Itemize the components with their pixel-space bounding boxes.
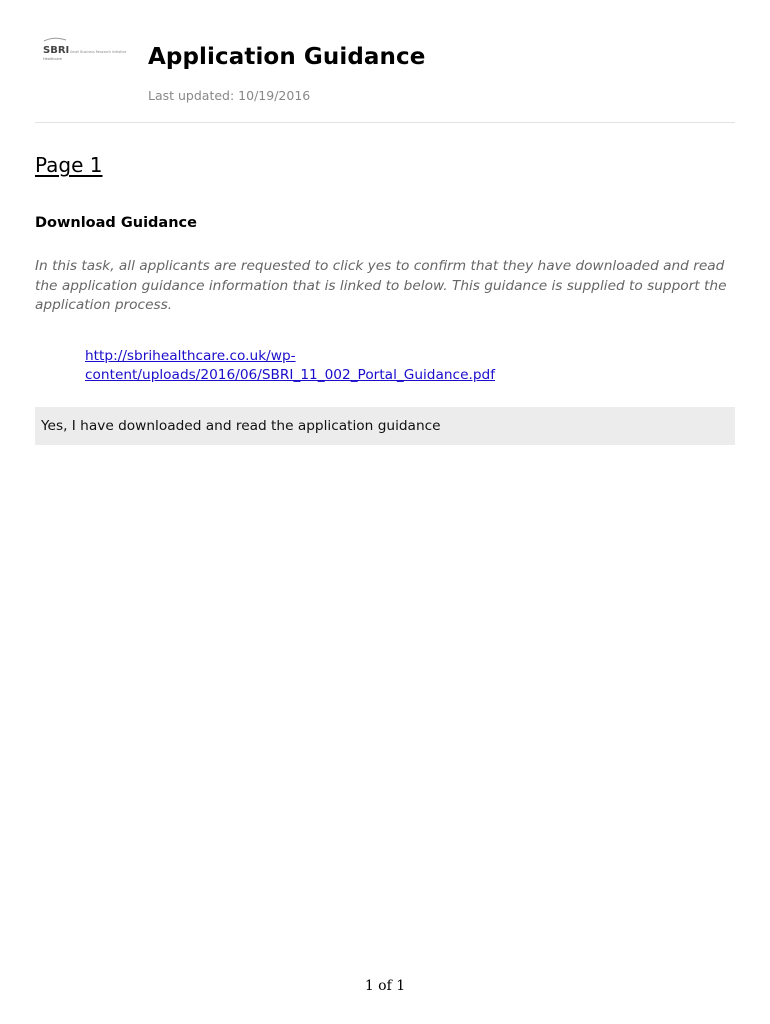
intro-text: In this task, all applicants are requested to click yes to confirm that they have downloaded and read the application guidance information that is linked to below. This guidance is supplied to support the application process.: [35, 258, 727, 313]
last-updated: Last updated: 10/19/2016: [148, 88, 311, 103]
page-title: Application Guidance: [148, 44, 426, 70]
svg-text:SBRI: SBRI: [43, 45, 70, 56]
answer-box: Yes, I have downloaded and read the application guidance: [35, 407, 735, 445]
guidance-link-container: [85, 347, 545, 385]
page-header: [35, 36, 735, 123]
section-title: Download Guidance: [35, 215, 197, 231]
guidance-link-line-1: http://sbrihealthcare.co.uk/wp-: [85, 348, 296, 364]
guidance-link[interactable]: [85, 348, 495, 383]
guidance-link-line-2: content/uploads/2016/06/SBRI_11_002_Portal_Guidance.pdf: [85, 367, 496, 383]
svg-text:Small Business Research Initia: Small Business Research Initiative: [70, 50, 127, 54]
page-heading: Page 1: [35, 153, 103, 177]
sbri-logo: [40, 36, 136, 66]
page-counter: 1 of 1: [364, 978, 406, 994]
svg-text:Healthcare: Healthcare: [43, 57, 63, 61]
